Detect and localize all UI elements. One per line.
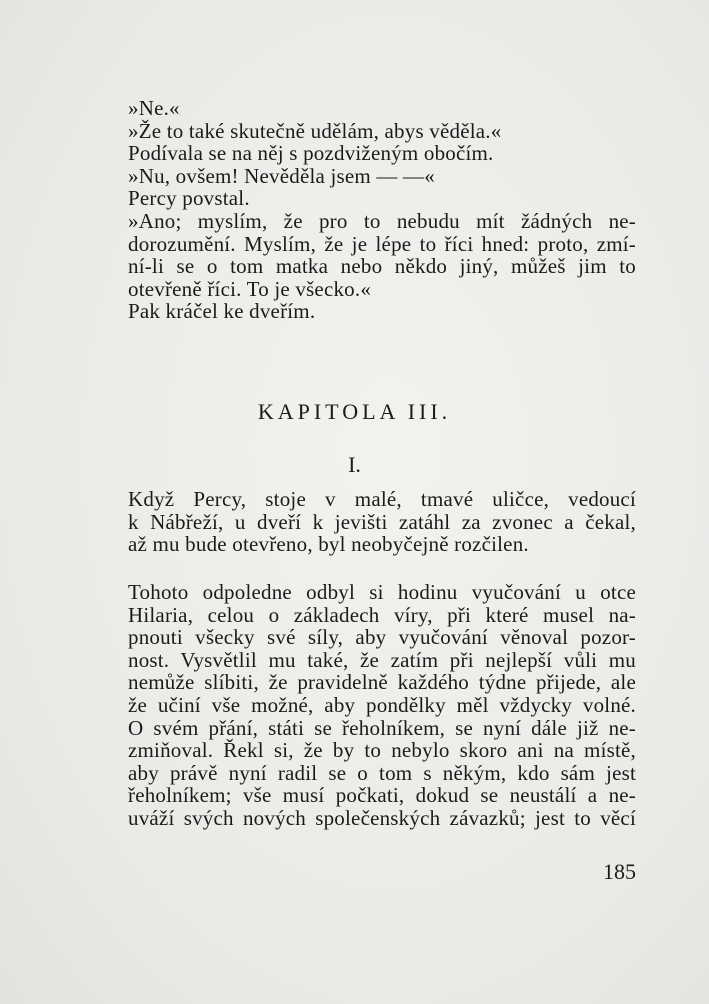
text-line: aby právě nyní radil se o tom s někým, kdo sám jest — [128, 760, 636, 785]
chapter-title: KAPITOLA III. — [257, 399, 452, 424]
text-line: O svém přání, státi se řeholníkem, se nyní dále již ne- — [128, 715, 636, 740]
text-line: že učiní vše možné, aby pondělky měl vždycky volné. — [128, 692, 636, 717]
paragraph-opening — [128, 488, 636, 556]
text-line: Pak kráčel ke dveřím. — [128, 299, 316, 324]
text-line: Když Percy, stoje v malé, tmavé uličce, vedoucí — [128, 487, 636, 511]
text-line: »Že to také skutečně udělám, abys věděla.« — [128, 118, 502, 143]
text-line: nost. Vysvětlil mu také, že zatím při nejlepší vůli mu — [128, 647, 636, 672]
text-line: uváží svých nových společenských závazků; jest to věcí — [128, 805, 636, 830]
text-line: »Nu, ovšem! Nevěděla jsem — —« — [128, 163, 435, 188]
text-line: až mu bude otevřeno, byl neobyčejně rozčilen. — [128, 532, 529, 557]
text-line: k Nábřeží, u dveří k jevišti zatáhl za zvonec a čekal, — [128, 509, 636, 534]
text-line: ní-li se o tom matka nebo někdo jiný, můžeš jim to — [128, 254, 636, 279]
text-line: Hilaria, celou o základech víry, při které musel na- — [128, 602, 636, 627]
text-line: pnouti všecky své síly, aby vyučování věnoval pozor- — [128, 625, 636, 650]
text-line: Tohoto odpoledne odbyl si hodinu vyučování u otce — [128, 580, 636, 604]
text-line: dorozumění. Myslím, že je lépe to říci hned: proto, zmí- — [128, 231, 636, 256]
text-line: Percy povstal. — [128, 186, 250, 211]
page-number: 185 — [603, 859, 636, 884]
text-line: »Ano; myslím, že pro to nebudu mít žádných ne- — [128, 208, 636, 233]
text-line: nemůže slíbiti, že pravidelně každého týdne přijede, ale — [128, 670, 636, 695]
text-line: otevřeně říci. To je všecko.« — [128, 276, 372, 301]
paragraph-main — [128, 581, 636, 830]
text-line: zmiňoval. Řekl si, že by to nebylo skoro ani na místě, — [128, 738, 636, 763]
dialogue-block — [128, 97, 636, 323]
text-line: »Ne.« — [128, 96, 180, 120]
section-number: I. — [348, 452, 361, 477]
text-line: Podívala se na něj s pozdviženým obočím. — [128, 141, 494, 166]
text-line: řeholníkem; vše musí počkati, dokud se neustálí a ne- — [128, 783, 636, 808]
